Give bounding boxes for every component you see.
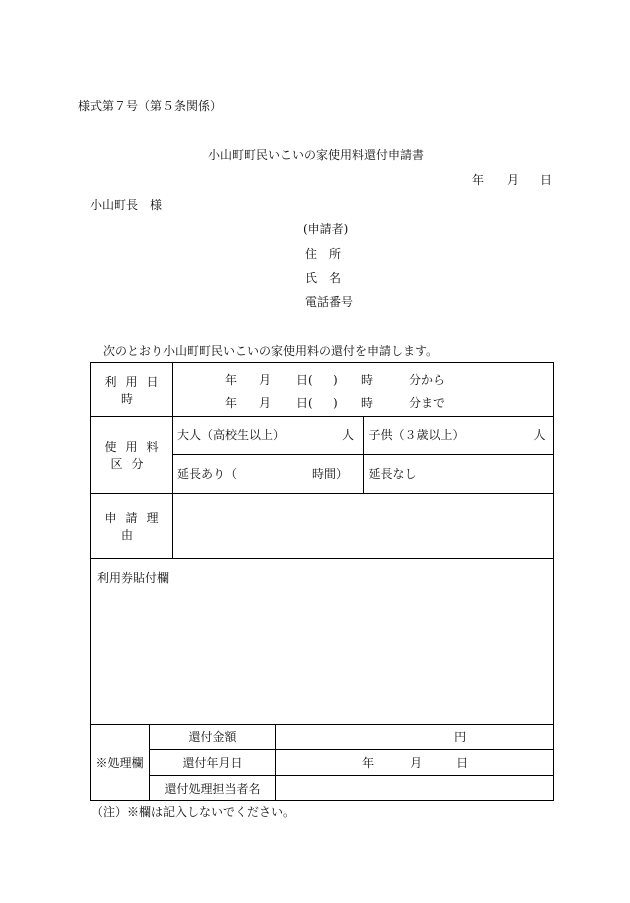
adult-label: 大人（高校生以上） [177, 428, 286, 442]
adult-count-cell[interactable] [172, 416, 363, 455]
end-day: 日( [296, 396, 313, 410]
addressee: 小山町長 様 [90, 198, 163, 212]
start-day: 日( [296, 373, 313, 387]
applicant-heading: (申請者) [303, 222, 349, 236]
usage-datetime-label: 利用日時 [91, 363, 173, 417]
form-number: 様式第７号（第５条関係） [78, 99, 223, 113]
staff-label: 還付処理担当者名 [150, 776, 276, 801]
start-dow-close: ) [333, 373, 338, 387]
refund-day: 日 [456, 756, 469, 770]
applicant-phone-label: 電話番号 [305, 295, 354, 309]
intro-text: 次のとおり小山町町民いこいの家使用料の還付を申請します。 [103, 344, 439, 358]
yen-unit: 円 [454, 730, 467, 744]
header-date-month: 月 [507, 173, 520, 187]
extension-yes-cell[interactable] [172, 455, 363, 495]
applicant-address-label: 住 所 [305, 247, 342, 261]
extension-no-cell[interactable] [363, 455, 554, 495]
processing-section [91, 725, 554, 801]
adult-unit: 人 [342, 428, 355, 442]
extension-yes-label: 延長あり（ [177, 467, 238, 481]
reason-field[interactable] [173, 494, 554, 559]
ticket-paste-label: 利用券貼付欄 [97, 571, 170, 585]
child-label: 子供（３歳以上） [368, 428, 465, 442]
application-table [90, 362, 554, 801]
staff-field[interactable] [276, 776, 554, 801]
document-title: 小山町町民いこいの家使用料還付申請書 [208, 148, 425, 162]
refund-amount-label: 還付金額 [150, 724, 276, 750]
start-year: 年 [225, 373, 238, 387]
reason-label: 申請理由 [91, 494, 173, 559]
processing-label: ※処理欄 [90, 724, 150, 801]
refund-year: 年 [362, 756, 375, 770]
end-minute: 分まで [409, 396, 446, 410]
child-count-cell[interactable] [363, 416, 554, 455]
end-hour: 時 [361, 396, 374, 410]
refund-date-label: 還付年月日 [150, 750, 276, 776]
end-dow-close: ) [333, 396, 338, 410]
end-year: 年 [225, 396, 238, 410]
refund-date-field[interactable] [276, 750, 554, 776]
fee-category-label: 使用料区分 [91, 417, 173, 494]
start-minute: 分から [409, 373, 446, 387]
footnote: （注）※欄は記入しないでください。 [91, 805, 296, 819]
child-unit: 人 [533, 428, 546, 442]
header-date-day: 日 [540, 173, 553, 187]
refund-amount-field[interactable] [276, 724, 554, 750]
applicant-name-label: 氏 名 [305, 271, 342, 285]
refund-month: 月 [410, 756, 423, 770]
usage-datetime-cell[interactable] [173, 363, 554, 417]
end-month: 月 [259, 396, 272, 410]
start-hour: 時 [361, 373, 374, 387]
fee-category-cell [173, 417, 554, 494]
start-month: 月 [259, 373, 272, 387]
extension-no-label: 延長なし [368, 467, 417, 481]
extension-yes-hours: 時間） [312, 467, 349, 481]
header-date-year: 年 [472, 173, 485, 187]
ticket-paste-area [91, 559, 554, 725]
